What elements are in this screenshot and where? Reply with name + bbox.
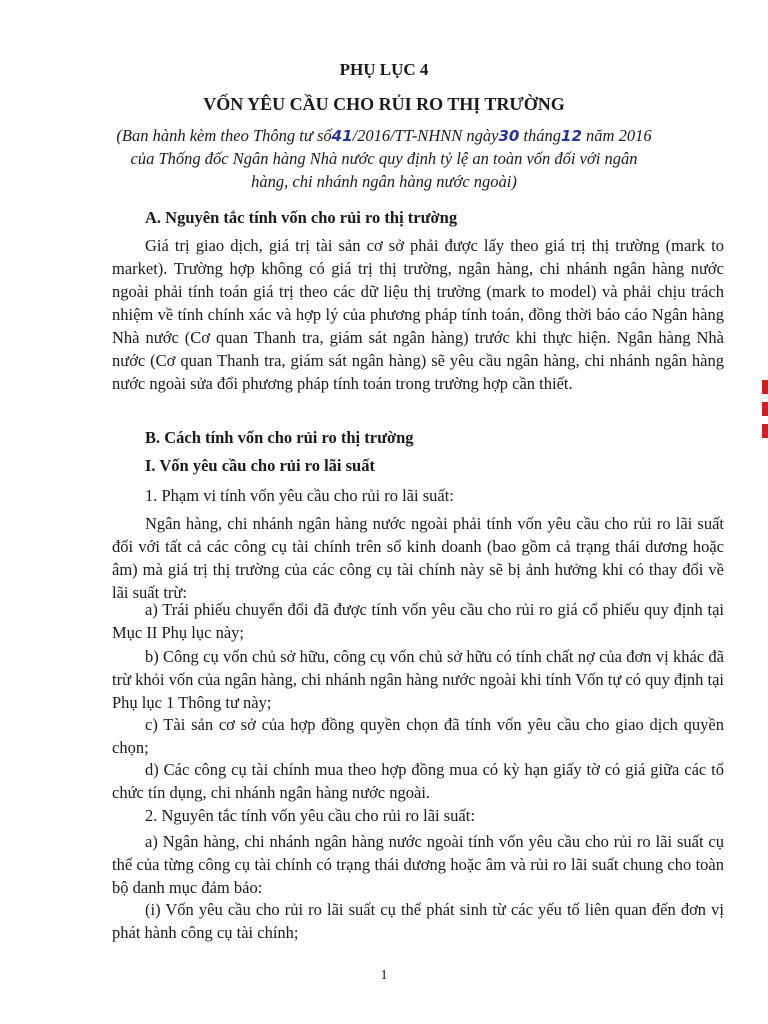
issued-line-1 [0,124,768,148]
item-1-paragraph: Ngân hàng, chi nhánh ngân hàng nước ngoài phải tính vốn yêu cầu cho rủi ro lãi suất đối với tất cả các công cụ tài chính trên sổ kinh doanh (bao gồm cả trạng thái dương hoặc âm) mà giá trị thị trường của các công cụ tài chính này sẽ bị ảnh hưởng khi có thay đổi về lãi suất trừ: [112,514,724,602]
handwritten-month: 12 [561,127,582,145]
issued-line-3: hàng, chi nhánh ngân hàng nước ngoài) [251,172,517,191]
section-a-heading: A. Nguyên tắc tính vốn cho rủi ro thị trường [145,208,458,227]
issued-text: tháng [519,126,562,145]
item-d: d) Các công cụ tài chính mua theo hợp đồng mua có kỳ hạn giấy tờ có giá giữa các tổ chức tín dụng, chi nhánh ngân hàng nước ngoài. [112,760,724,802]
item-c: c) Tài sản cơ sở của hợp đồng quyền chọn đã tính vốn yêu cầu cho giao dịch quyền chọn; [112,715,724,757]
issued-text: /2016/TT-NHNN ngày [352,126,499,145]
item-a: a) Trái phiếu chuyển đổi đã được tính vốn yêu cầu cho rủi ro giá cổ phiếu quy định tại Mục II Phụ lục này; [112,600,724,642]
issued-text: (Ban hành kèm theo Thông tư số [116,126,332,145]
subsection-1-heading: I. Vốn yêu cầu cho rủi ro lãi suất [145,456,375,475]
handwritten-number: 41 [331,127,353,145]
section-a-paragraph: Giá trị giao dịch, giá trị tài sản cơ sở phải được lấy theo giá trị thị trường (mark to market). Trường hợp không có giá trị thị trường, ngân hàng, chi nhánh ngân hàng nước ngoài phải tính toán giá trị theo các dữ liệu thị trường (mark to model) và phải chịu trách nhiệm về tính chính xác và hợp lý của phương pháp tính toán, đồng thời báo cáo Ngân hàng Nhà nước (Cơ quan Thanh tra, giám sát ngân hàng) trước khi thực hiện. Ngân hàng Nhà nước (Cơ quan Thanh tra, giám sát ngân hàng) sẽ yêu cầu ngân hàng, chi nhánh ngân hàng nước ngoài sửa đổi phương pháp tính toán trong trường hợp cần thiết. [112,236,724,393]
item-b: b) Công cụ vốn chủ sở hữu, công cụ vốn chủ sở hữu có tính chất nợ của đơn vị khác đã trừ khỏi vốn của ngân hàng, chi nhánh ngân hàng nước ngoài khi tính Vốn tự có quy định tại Phụ lục 1 Thông tư này; [112,647,724,712]
issued-line-2: của Thống đốc Ngân hàng Nhà nước quy định tỷ lệ an toàn vốn đối với ngân [130,149,638,168]
appendix-title: PHỤ LỤC 4 [339,60,429,79]
section-b-heading: B. Cách tính vốn cho rủi ro thị trường [145,428,414,447]
appendix-subtitle: VỐN YÊU CẦU CHO RỦI RO THỊ TRƯỜNG [203,94,565,114]
handwritten-day: 30 [498,127,520,145]
item-1: 1. Phạm vi tính vốn yêu cầu cho rủi ro lãi suất: [145,486,454,505]
margin-annotation-mark [758,380,768,460]
page-number: 1 [380,968,388,983]
item-2-a: a) Ngân hàng, chi nhánh ngân hàng nước ngoài tính vốn yêu cầu cho rủi ro lãi suất cụ thể của từng công cụ tài chính có trạng thái dương hoặc âm và rủi ro lãi suất chung cho toàn bộ danh mục đảm bảo: [112,832,724,897]
item-2-i: (i) Vốn yêu cầu cho rủi ro lãi suất cụ thể phát sinh từ các yếu tố liên quan đến đơn vị phát hành công cụ tài chính; [112,900,724,942]
issued-text: năm 2016 [581,126,652,145]
item-2: 2. Nguyên tắc tính vốn yêu cầu cho rủi ro lãi suất: [145,806,475,825]
